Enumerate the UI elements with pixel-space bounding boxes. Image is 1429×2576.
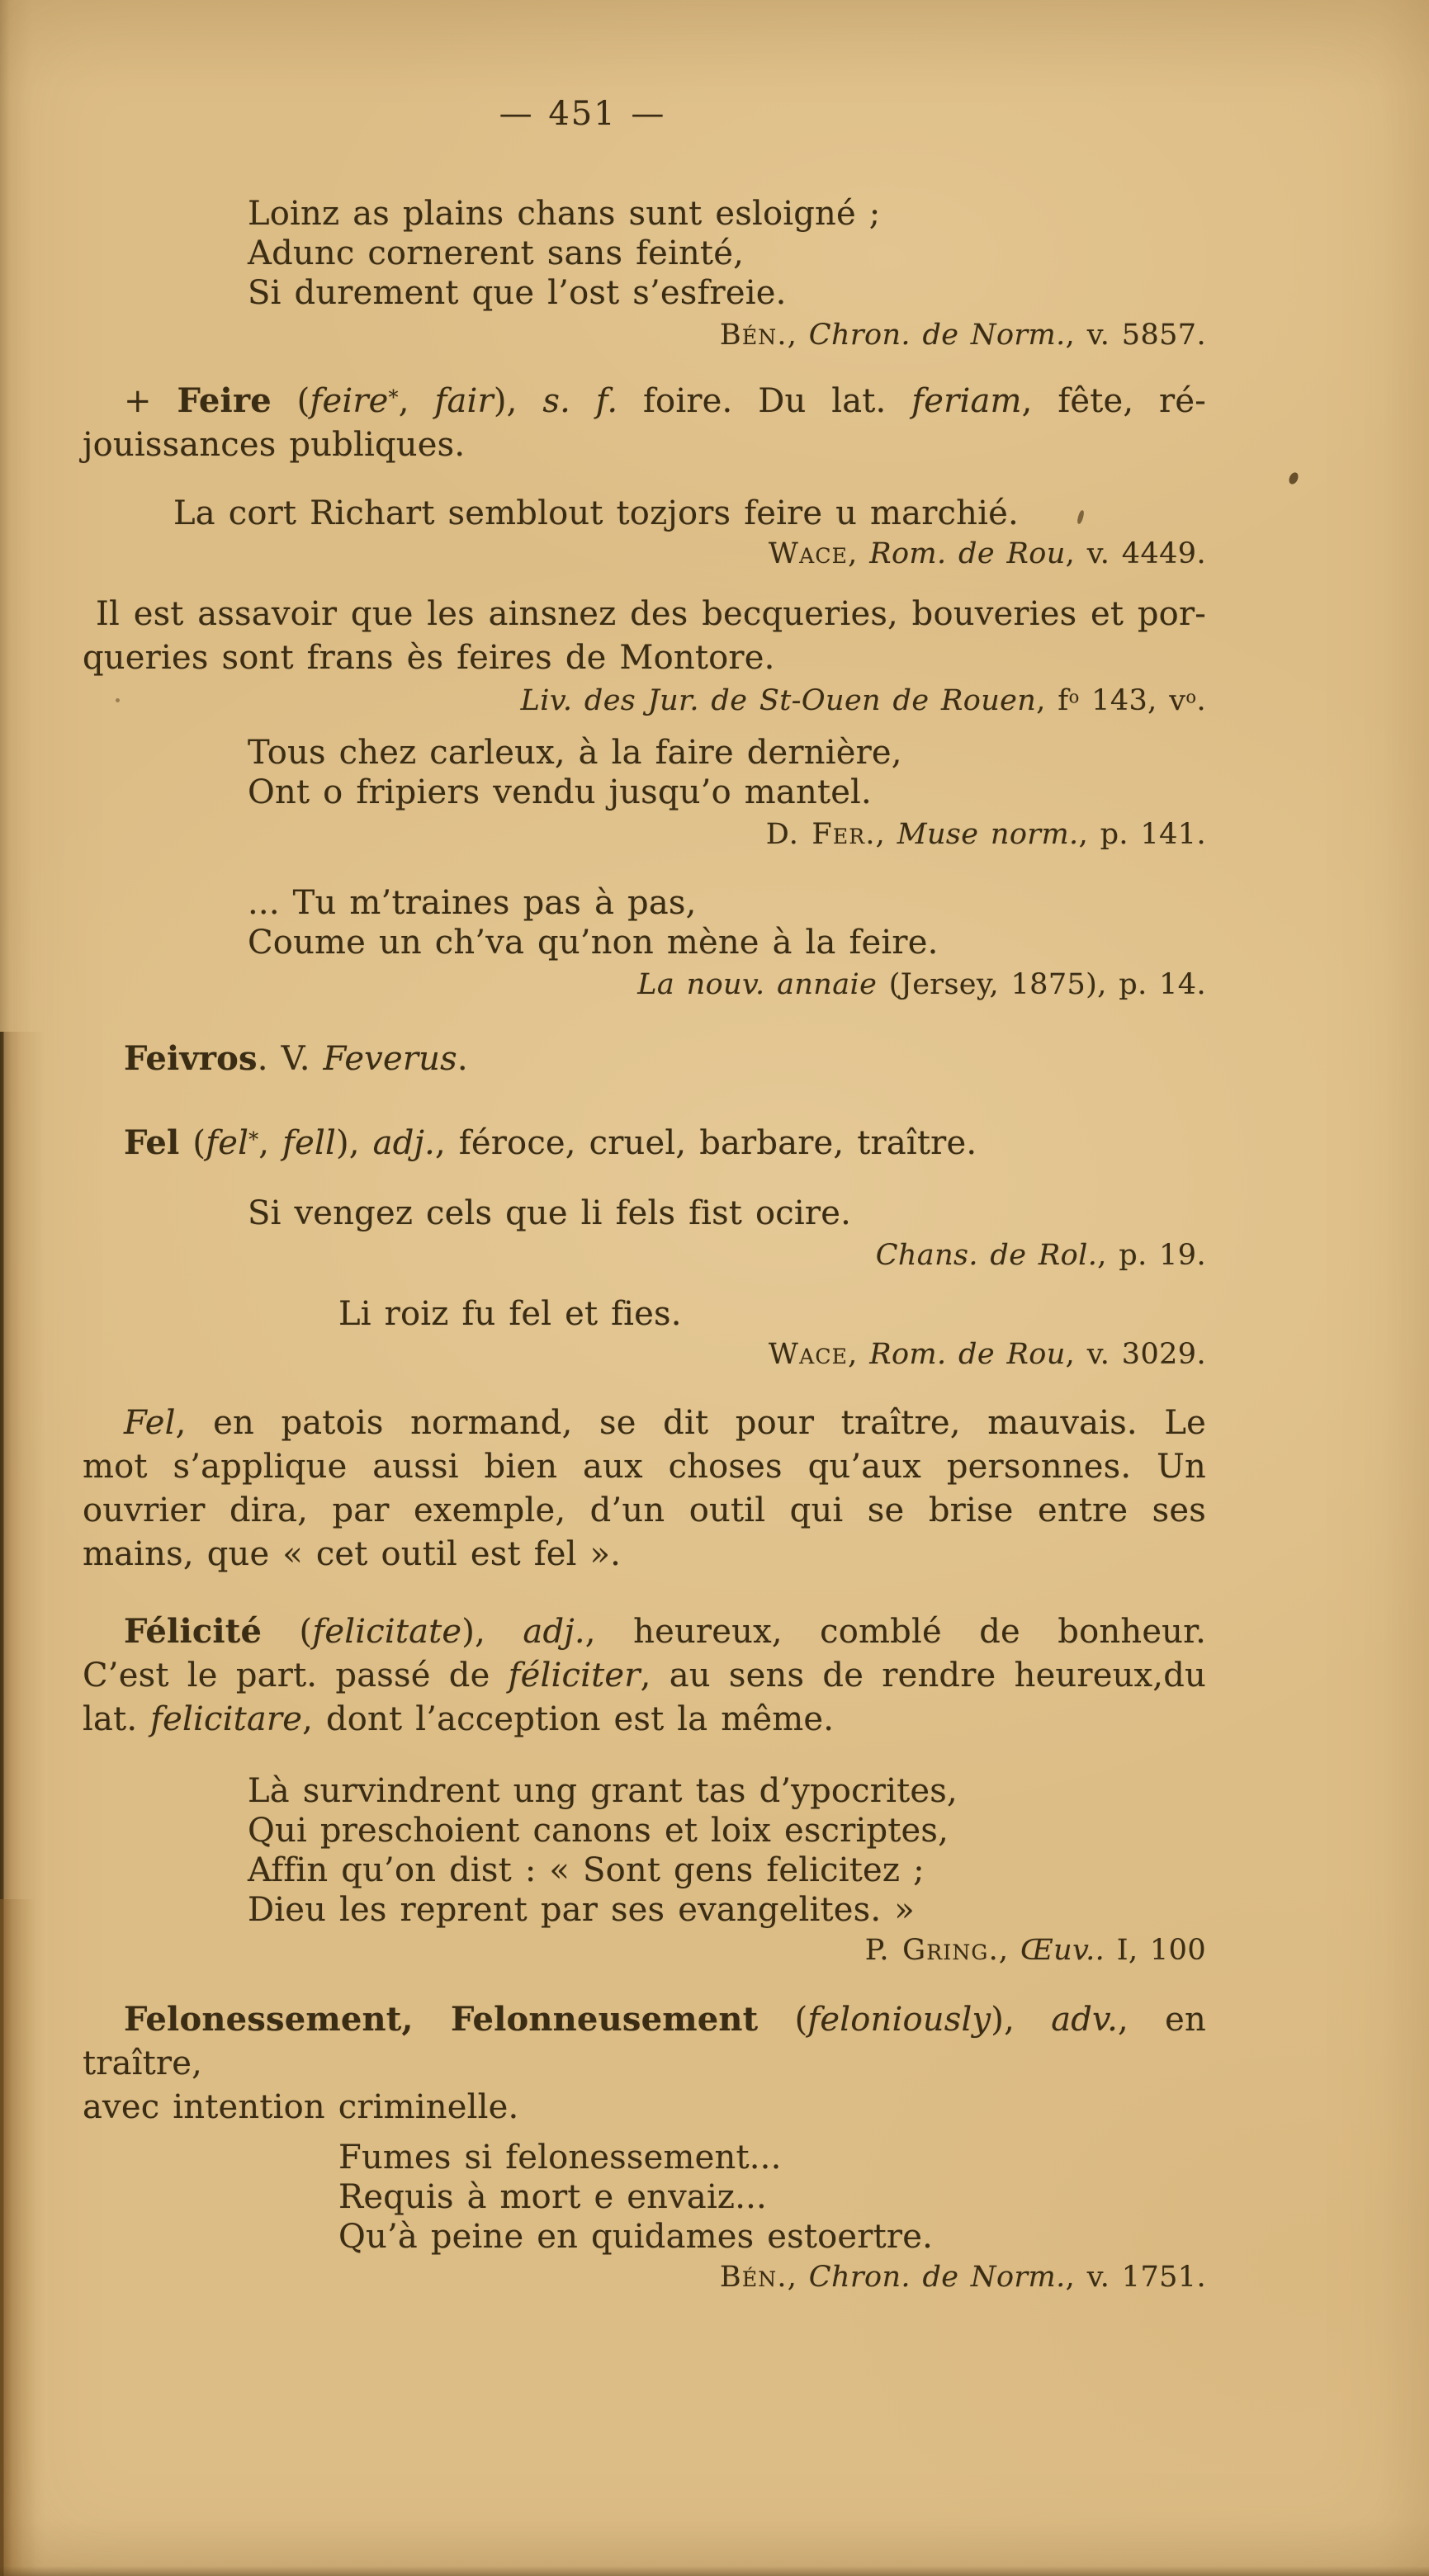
text-run: ( — [179, 1124, 206, 1162]
text-run: , — [787, 319, 809, 352]
text-run: Félicité — [124, 1612, 263, 1651]
text-run: Chron. de Norm. — [808, 2261, 1066, 2294]
text-run: fel — [206, 1124, 249, 1162]
text-run: Rom. de Rou — [869, 1338, 1066, 1371]
text-run: . — [1196, 684, 1206, 717]
text-run: , en patois normand, se dit pour traître, mauvais. Le — [175, 1404, 1206, 1442]
page-number — [21, 92, 1144, 136]
text-line — [248, 883, 1206, 923]
text-run: Qui preschoient canons et loix escriptes, — [248, 1812, 949, 1850]
text-run: feriam — [911, 382, 1022, 420]
text-line — [248, 234, 1206, 273]
text-line — [21, 92, 1144, 136]
text-line — [248, 1850, 1206, 1890]
text-line — [83, 636, 1206, 680]
text-line — [83, 1698, 1206, 1742]
text-run: , heureux, comblé de bonheur. — [584, 1613, 1206, 1651]
entry-fel — [83, 1121, 1206, 1165]
text-run: , — [998, 1934, 1020, 1967]
text-run: Si durement que l’ost s’esfreie. — [248, 274, 787, 312]
text-run: mains, que « cet outil est fel ». — [83, 1535, 622, 1573]
text-run: , au sens de rendre heureux,du — [640, 1657, 1206, 1694]
text-run: (Jersey, 1875), p. 14. — [877, 968, 1206, 1001]
text-line — [83, 1533, 1206, 1576]
text-run: fair — [434, 382, 494, 420]
text-line — [338, 2217, 1206, 2257]
text-run: Adunc cornerent sans feinté, — [248, 234, 744, 272]
text-line — [248, 923, 1206, 962]
text-run: adj. — [523, 1613, 585, 1651]
text-run: Affin qu’on dist : « Sont gens felicitez ; — [248, 1851, 925, 1889]
text-run: Fel — [124, 1123, 180, 1162]
verse-loinz — [248, 194, 1206, 313]
text-run: , p. 141. — [1078, 818, 1206, 851]
text-run: Qu’à peine en quidames estoertre. — [338, 2218, 933, 2256]
text-line — [338, 2177, 1206, 2217]
text-line — [83, 1240, 1206, 1271]
text-line — [83, 379, 1206, 423]
citation-ben-1751 — [83, 2262, 1206, 2293]
text-line — [83, 423, 1206, 467]
text-line — [83, 1339, 1206, 1370]
text-run: Felonessement, Felonneusement — [124, 2000, 759, 2039]
text-run: , — [848, 537, 870, 570]
text-line — [83, 819, 1206, 850]
text-run: s. f. — [542, 382, 618, 420]
text-line — [83, 1445, 1206, 1489]
entry-felonessement — [83, 1997, 1206, 2129]
text-run: féliciter — [508, 1657, 641, 1694]
text-run: + — [124, 382, 177, 420]
text-run: Feire — [177, 381, 272, 420]
text-run: adv. — [1051, 2001, 1119, 2039]
text-run: Muse norm. — [897, 818, 1079, 851]
verse-tous-chez — [248, 733, 1206, 812]
text-line — [248, 1811, 1206, 1850]
text-run: , — [848, 1338, 870, 1371]
text-run: I, 100 — [1105, 1934, 1206, 1967]
text-run: Ont o fripiers vendu jusqu’o mantel. — [248, 773, 872, 811]
text-line — [83, 1609, 1206, 1654]
text-run: , v. 4449. — [1065, 537, 1206, 570]
text-run: jouissances publiques. — [83, 426, 466, 464]
text-line — [83, 2086, 1206, 2129]
quote-il-est — [83, 593, 1206, 680]
text-run: o — [1068, 687, 1080, 707]
prose-fel-patois — [83, 1401, 1206, 1576]
text-run: Fel — [124, 1404, 176, 1442]
text-run: Chron. de Norm. — [808, 319, 1066, 352]
text-run: , — [398, 382, 435, 420]
text-run: Bén. — [719, 2261, 788, 2294]
text-line — [83, 2262, 1206, 2293]
text-run: Dieu les reprent par ses evangelites. » — [248, 1891, 915, 1929]
text-run: P. Gring. — [864, 1934, 999, 1967]
text-run: , f — [1036, 684, 1069, 717]
citation-wace-3029 — [83, 1339, 1206, 1370]
text-run: C’est le part. passé de — [83, 1657, 509, 1694]
entry-feivros — [83, 1037, 1206, 1081]
citation-nouv-annaie — [83, 969, 1206, 1000]
text-run: , fête, ré- — [1021, 382, 1206, 420]
text-run: foire. Du lat. — [617, 382, 912, 420]
text-line — [83, 1654, 1206, 1698]
text-line — [248, 273, 1206, 313]
text-run: Fumes si felonessement... — [338, 2139, 782, 2177]
text-run: Requis à mort e envaiz... — [338, 2178, 767, 2216]
text-run: . — [457, 1040, 468, 1078]
text-line — [83, 1121, 1206, 1165]
text-run: felicitate — [312, 1613, 462, 1651]
text-line — [248, 1193, 1206, 1233]
text-line — [338, 1294, 1206, 1334]
citation-liv-jur — [83, 685, 1206, 716]
text-run: * — [248, 1127, 259, 1151]
verse-tu-mtraines — [248, 883, 1206, 962]
text-run: D. Fer. — [765, 818, 876, 851]
text-line — [83, 1037, 1206, 1081]
text-run: , p. 19. — [1097, 1239, 1206, 1272]
text-run: Il est assavoir que les ainsnez des becqueries, bouveries et por- — [96, 595, 1206, 633]
text-run: Rom. de Rou — [869, 537, 1066, 570]
text-run: ), — [991, 2001, 1052, 2039]
text-run: , — [875, 818, 897, 851]
text-run: Chans. de Rol. — [875, 1239, 1098, 1272]
text-run: Wace — [768, 1338, 849, 1371]
text-line — [83, 319, 1206, 351]
text-line — [248, 773, 1206, 812]
text-run: fell — [282, 1124, 336, 1162]
text-run: Œuv.. — [1020, 1934, 1105, 1967]
text-run: Coume un ch’va qu’non mène à la feire. — [248, 924, 939, 962]
text-run: Si vengez cels que li fels fist ocire. — [248, 1194, 851, 1232]
text-run: ouvrier dira, par exemple, d’un outil qui se brise entre ses — [83, 1491, 1206, 1529]
text-run: Li roiz fu fel et fies. — [338, 1295, 682, 1333]
citation-chans-rol — [83, 1240, 1206, 1271]
text-line — [83, 538, 1206, 570]
citation-d-fer — [83, 819, 1206, 850]
text-run: , v. 1751. — [1065, 2261, 1206, 2294]
verse-fumes — [338, 2138, 1206, 2257]
text-run: , en traître, — [83, 2001, 1206, 2082]
text-run: Feverus — [323, 1040, 457, 1078]
citation-ben-5857 — [83, 319, 1206, 351]
verse-la-cort — [173, 494, 1206, 533]
text-run: 143, v — [1079, 684, 1186, 717]
text-run: ), — [493, 382, 543, 420]
citation-wace-4449 — [83, 538, 1206, 570]
text-run: , v. 3029. — [1065, 1338, 1206, 1371]
text-run: , v. 5857. — [1065, 319, 1206, 352]
verse-li-roiz — [338, 1294, 1206, 1334]
text-run: Liv. des Jur. de St-Ouen de Rouen — [520, 684, 1037, 717]
text-run: feire — [310, 382, 389, 420]
verse-la-survindrent — [248, 1771, 1206, 1930]
text-line — [248, 1890, 1206, 1930]
text-run: Là survindrent ung grant tas d’ypocrites, — [248, 1772, 958, 1810]
text-run: ( — [758, 2001, 808, 2039]
text-run: ( — [262, 1613, 313, 1651]
text-run: o — [1185, 687, 1197, 707]
text-run: * — [388, 385, 399, 409]
text-run: Loinz as plains chans sunt esloigné ; — [248, 195, 881, 233]
text-run: . V. — [257, 1040, 324, 1078]
text-run: Feivros — [124, 1039, 258, 1078]
text-line — [248, 733, 1206, 773]
text-run: La nouv. annaie — [637, 968, 878, 1001]
text-line — [338, 2138, 1206, 2177]
text-run: Tous chez carleux, à la faire dernière, — [248, 734, 902, 772]
text-line — [173, 494, 1206, 533]
text-run: ( — [271, 382, 310, 420]
entry-felicite — [83, 1609, 1206, 1742]
text-run: , — [787, 2261, 809, 2294]
text-line — [248, 1771, 1206, 1811]
text-run: adj. — [372, 1124, 436, 1162]
text-run: ... Tu m’traines pas à pas, — [248, 884, 697, 922]
text-run: feloniously — [807, 2001, 991, 2039]
text-line — [83, 1401, 1206, 1445]
text-run: Wace — [768, 537, 849, 570]
text-run: ), — [336, 1124, 373, 1162]
page-bottom-edge — [0, 2566, 1429, 2576]
text-run: , — [258, 1124, 283, 1162]
text-run: mot s’applique aussi bien aux choses qu’aux personnes. Un — [83, 1448, 1206, 1486]
text-line — [83, 1997, 1206, 2086]
verse-si-vengez — [248, 1193, 1206, 1233]
text-run: lat. — [83, 1700, 151, 1738]
text-line — [83, 593, 1206, 636]
text-run: — 451 — — [499, 95, 666, 133]
text-run: queries sont frans ès feires de Montore. — [83, 639, 775, 677]
text-line — [83, 685, 1206, 716]
text-run: La cort Richart semblout tozjors feire u marchié. — [173, 494, 1019, 532]
entry-feire — [83, 379, 1206, 467]
citation-gring — [83, 1935, 1206, 1966]
text-run: ), — [461, 1613, 523, 1651]
text-run: , dont l’acception est la même. — [302, 1700, 835, 1738]
text-run: , féroce, cruel, barbare, traître. — [435, 1124, 977, 1162]
text-line — [83, 1935, 1206, 1966]
text-run: avec intention criminelle. — [83, 2088, 519, 2126]
text-run: felicitare — [150, 1700, 303, 1738]
text-run: Bén. — [719, 319, 788, 352]
text-line — [83, 1489, 1206, 1533]
text-line — [83, 969, 1206, 1000]
text-line — [248, 194, 1206, 234]
